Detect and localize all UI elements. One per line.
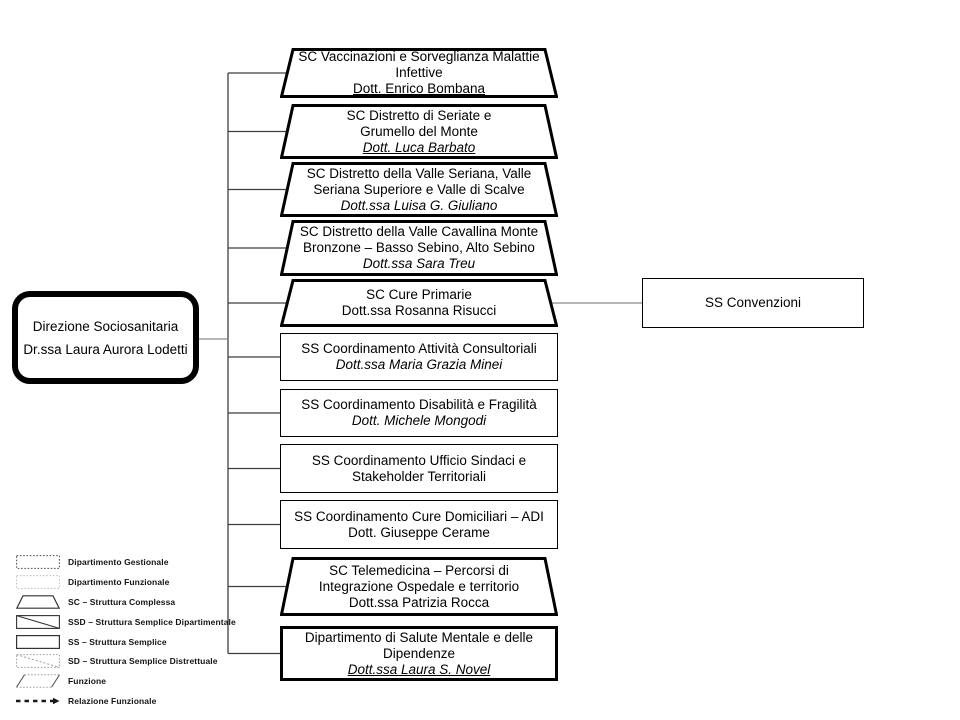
node-title-line: SS Coordinamento Cure Domiciliari – ADI [294,508,544,524]
legend-label: SC – Struttura Complessa [68,596,176,607]
node-person: Dott.ssa Patrizia Rocca [348,594,490,610]
legend [16,552,236,711]
org-node-ss-coordinamento-attivita-consultoriali [280,333,558,381]
legend-label: SD – Struttura Semplice Distrettuale [68,656,218,667]
node-title-line: Integrazione Ospedale e territorio [318,578,520,594]
node-person: Dott.ssa Sara Treu [362,256,476,271]
node-text [643,295,863,311]
node-text [280,563,558,611]
legend-item-rect-diagonal-dotted [16,651,236,671]
rect-dotted-light-icon [16,575,60,589]
rect-diagonal-icon [16,615,60,629]
org-node-ss-coordinamento-cure-domiciliari [280,500,558,549]
legend-label: Dipartimento Gestionale [68,556,169,567]
node-text [281,509,557,541]
node-title-line: SS Coordinamento Ufficio Sindaci e [311,452,527,468]
node-title-line: SC Cure Primarie [366,287,472,302]
node-person: Dott. Michele Mongodi [351,413,487,428]
node-text [280,287,558,319]
node-title-line: Dipendenze [382,645,456,661]
node-person: Dott. Giuseppe Cerame [348,524,490,540]
node-title-line: Stakeholder Territoriali [351,468,487,484]
node-text [281,341,557,373]
legend-item-rect-solid [16,632,236,652]
node-title-line: Grumello del Monte [360,123,478,139]
legend-label: Relazione Funzionale [68,696,157,707]
legend-item-rect-dotted-dark [16,552,236,572]
node-text [280,166,558,214]
org-node-direzione-sociosanitaria [12,291,199,384]
org-node-ss-coordinamento-ufficio-sindaci [280,444,558,493]
node-title-line: Bronzone – Basso Sebino, Alto Sebino [303,240,535,255]
node-title-line: SS Coordinamento Attività Consultoriali [301,341,537,356]
node-text [280,224,558,272]
node-title-line: SC Distretto di Seriate e [346,107,492,123]
node-text [280,108,558,156]
legend-item-rect-dotted-light [16,572,236,592]
rect-dotted-dark-icon [16,555,60,569]
node-title-line: SC Vaccinazioni e Sorveglianza Malattie [298,49,540,64]
node-title-line: Infettive [395,65,443,80]
node-text [281,453,557,485]
node-person: Dott. Luca Barbato [362,139,476,155]
node-text [18,315,193,361]
node-text [281,397,557,429]
org-node-sc-vaccinazioni [280,48,558,98]
node-person: Dott.ssa Luisa G. Giuliano [340,197,498,213]
org-node-sc-distretto-seriate-grumello [280,104,558,159]
legend-item-parallelogram-dotted [16,671,236,691]
node-title-line: SS Coordinamento Disabilità e Fragilità [301,397,537,412]
node-person: Dott.ssa Rosanna Risucci [341,303,497,318]
rect-diagonal-dotted-icon [16,654,60,668]
node-title-line: Dipartimento di Salute Mentale e delle [304,629,534,645]
legend-item-trapezoid [16,592,236,612]
org-node-sc-telemedicina [280,557,558,616]
org-node-sc-distretto-valle-cavallina [280,220,558,276]
legend-label: SSD – Struttura Semplice Dipartimentale [68,616,236,627]
node-person: Dott.ssa Maria Grazia Minei [335,357,503,372]
root-title: Direzione Sociosanitaria [32,318,179,334]
org-node-ss-coordinamento-disabilita-fragilita [280,389,558,437]
node-title-line: SC Distretto della Valle Cavallina Monte [299,224,539,239]
dashed-arrow-icon [16,694,60,708]
org-node-sc-distretto-valle-seriana [280,162,558,217]
node-title-line: SS Convenzioni [704,295,802,310]
legend-label: Funzione [68,676,107,687]
legend-item-rect-diagonal [16,612,236,632]
node-text [280,49,558,97]
node-title-line: SC Telemedicina – Percorsi di [329,562,509,578]
legend-item-dashed-arrow [16,691,236,711]
node-text [283,630,555,678]
node-title-line: Seriana Superiore e Valle di Scalve [313,181,525,197]
node-person: Dott. Enrico Bombana [352,81,486,96]
rect-solid-icon [16,635,60,649]
org-node-ss-convenzioni [642,278,864,328]
node-title-line: SC Distretto della Valle Seriana, Valle [306,165,532,181]
org-node-sc-cure-primarie [280,279,558,327]
org-node-dipartimento-salute-mentale [280,626,558,681]
parallelogram-dotted-icon [16,674,60,688]
root-person: Dr.ssa Laura Aurora Lodetti [23,341,188,357]
node-person: Dott.ssa Laura S. Novel [347,661,491,677]
trapezoid-icon [16,595,60,609]
legend-label: SS – Struttura Semplice [68,636,167,647]
legend-label: Dipartimento Funzionale [68,576,170,587]
